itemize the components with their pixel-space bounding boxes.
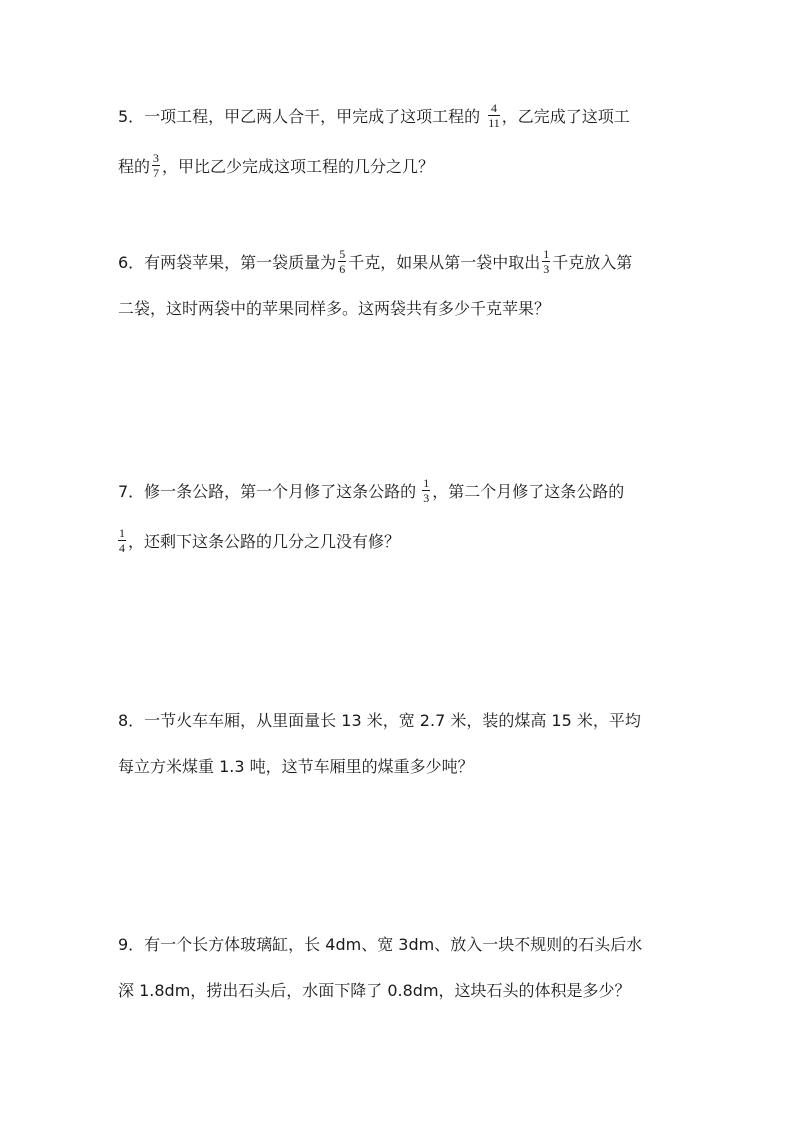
fraction: $\frac{1}{4}$ [119,526,125,555]
fraction: $\frac{5}{6}$ [339,247,346,276]
question-7-line-2: $\frac{1}{4}$ ，还剩下这条公路的几分之几没有修？ [119,526,401,555]
fraction: $\frac{1}{3}$ [543,247,550,276]
fraction: $\frac{4}{11}$ [488,101,500,130]
question-6-line-2: 二袋，这时两袋中的苹果同样多。这两袋共有多少千克苹果？ [118,299,551,318]
fraction: $\frac{1}{3}$ [423,476,430,505]
question-5-line-1: 5．一项工程，甲乙两人合干，甲完成了这项工程的 $\frac{4}{11}$ ，乙完成了这项工 [118,101,630,130]
question-5-line-2: 程的 $\frac{3}{7}$ ，甲比乙少完成这项工程的几分之几？ [118,151,435,180]
question-9-line-2: 深 1.8dm，捞出石头后，水面下降了 0.8dm，这块石头的体积是多少？ [118,981,631,1000]
question-8-line-2: 每立方米煤重 1.3 吨，这节车厢里的煤重多少吨？ [118,757,474,776]
question-7-line-1: 7．修一条公路，第一个月修了这条公路的 $\frac{1}{3}$ ，第二个月修了这条公路的 [118,476,625,505]
question-6-line-1: 6．有两袋苹果，第一袋质量为 $\frac{5}{6}$ 千克，如果从第一袋中取出 $\frac{1}{3}$ 千克放入第 [118,247,633,276]
fraction: $\frac{3}{7}$ [153,151,160,180]
question-8-line-1: 8．一节火车车厢，从里面量长 13 米，宽 2.7 米，装的煤高 15 米，平均 [118,711,641,730]
question-9-line-1: 9．有一个长方体玻璃缸，长 4dm、宽 3dm、放入一块不规则的石头后水 [118,935,643,954]
